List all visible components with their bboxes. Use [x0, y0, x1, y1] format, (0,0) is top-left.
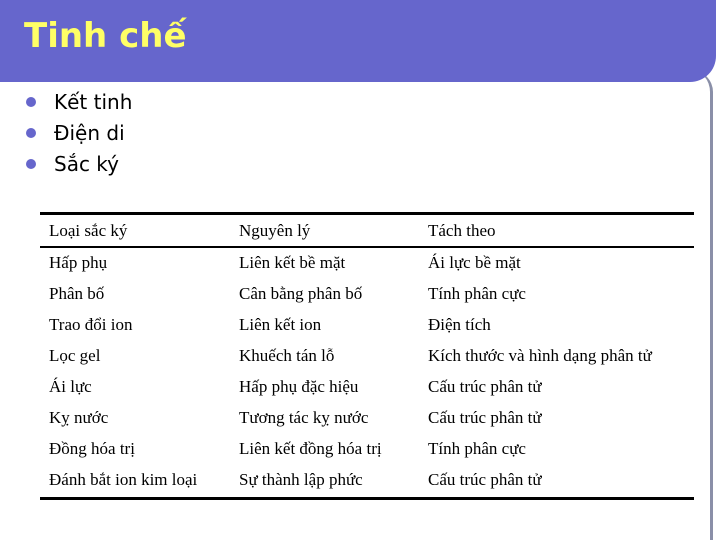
table-cell: Cấu trúc phân tử: [428, 470, 542, 489]
table-cell: Ái lực bề mặt: [428, 253, 521, 272]
table-cell: Kỵ nước: [49, 408, 109, 427]
table-cell: Liên kết ion: [239, 315, 322, 334]
table-cell: Ái lực: [49, 377, 92, 396]
table: [40, 212, 694, 500]
table-cell: Cân bằng phân bố: [239, 284, 363, 303]
table-cell: Kích thước và hình dạng phân tử: [428, 346, 652, 365]
table-cell: Đồng hóa trị: [49, 439, 135, 458]
table-cell: Phân bố: [49, 284, 105, 303]
bullet-item: [26, 117, 132, 148]
bullet-item: [26, 86, 132, 117]
table-row: [40, 434, 694, 465]
table-cell: Điện tích: [428, 315, 491, 334]
column-header: Nguyên lý: [239, 221, 311, 240]
title-bar: [0, 0, 716, 82]
table-cell: Liên kết đồng hóa trị: [239, 439, 382, 458]
table-cell: Hấp phụ đặc hiệu: [239, 377, 359, 396]
bullet-text: Điện di: [54, 120, 125, 145]
table-cell: Trao đổi ion: [49, 315, 133, 334]
table-cell: Sự thành lập phức: [239, 470, 363, 489]
table-cell: Liên kết bề mặt: [239, 253, 346, 272]
table-cell: Tương tác kỵ nước: [239, 408, 369, 427]
table-row: [40, 279, 694, 310]
table-row: [40, 403, 694, 434]
table-row: [40, 341, 694, 372]
table-row: [40, 247, 694, 279]
bullet-dot-icon: [26, 97, 36, 107]
slide-title: Tinh chế: [24, 16, 187, 56]
bullet-dot-icon: [26, 128, 36, 138]
bullet-dot-icon: [26, 159, 36, 169]
table-cell: Tính phân cực: [428, 284, 526, 303]
table-cell: Cấu trúc phân tử: [428, 377, 542, 396]
table-cell: Đánh bắt ion kim loại: [49, 470, 198, 489]
column-header: Tách theo: [428, 221, 496, 240]
table-cell: Lọc gel: [49, 346, 101, 365]
table-cell: Tính phân cực: [428, 439, 526, 458]
table-cell: Khuếch tán lỗ: [239, 346, 335, 365]
table-row: [40, 372, 694, 403]
column-header: Loại sắc ký: [49, 221, 128, 240]
table-row: [40, 310, 694, 341]
bullet-text: Sắc ký: [54, 151, 120, 176]
bullet-list: [26, 86, 132, 179]
table-cell: Cấu trúc phân tử: [428, 408, 542, 427]
table-row: [40, 465, 694, 499]
table-cell: Hấp phụ: [49, 253, 108, 272]
chromatography-table: [40, 212, 694, 500]
table-header-row: [40, 214, 694, 248]
bullet-text: Kết tinh: [54, 89, 133, 114]
bullet-item: [26, 148, 132, 179]
